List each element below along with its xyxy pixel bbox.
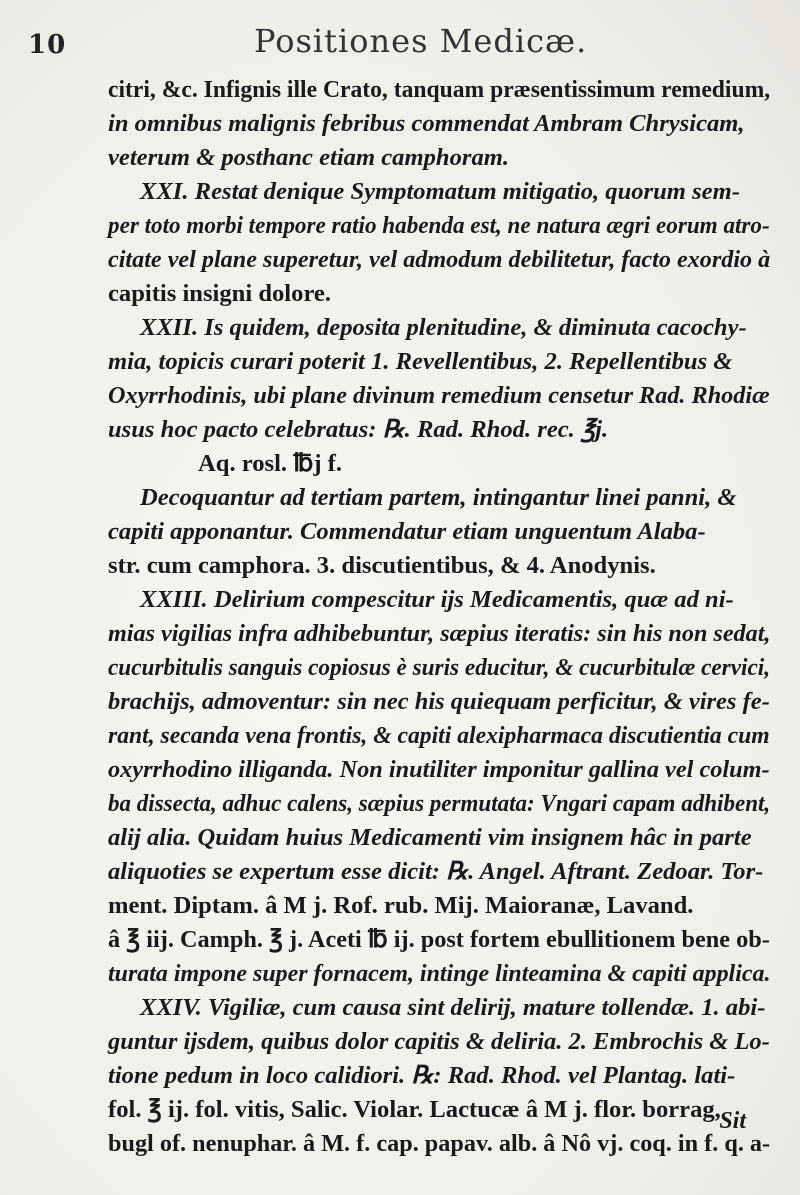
text-line: usus hoc pacto celebratus: ℞. Rad. Rhod. rec. ℥j.: [108, 416, 609, 443]
text-line: XXIII. Delirium compescitur ijs Medicamentis, quæ ad ni-: [140, 586, 734, 613]
text-line: ment. Diptam. â M j. Rof. rub. Mij. Maioranæ, Lavand.: [108, 892, 694, 919]
text-line: cucurbitulis sanguis copiosus è suris educitur, & cucurbitulæ cervici,: [108, 654, 771, 681]
text-line: Decoquantur ad tertiam partem, intingantur linei panni, &: [140, 484, 737, 511]
text-line: guntur ijsdem, quibus dolor capitis & deliria. 2. Embrochis & Lo-: [108, 1028, 770, 1055]
text-line: XXI. Restat denique Symptomatum mitigatio, quorum sem-: [140, 178, 740, 205]
text-line: capitis insigni dolore.: [108, 280, 331, 307]
text-line: rant, secanda vena frontis, & capiti alexipharmaca discutientia cum: [108, 722, 770, 749]
text-line: mias vigilias infra adhibebuntur, sæpius iteratis: sin his non sedat,: [108, 620, 771, 647]
text-line: tione pedum in loco calidiori. ℞: Rad. Rhod. vel Plantag. lati-: [108, 1062, 736, 1089]
text-line: in omnibus malignis febribus commendat Ambram Chrysicam,: [108, 110, 745, 137]
text-line: oxyrrhodino illiganda. Non inutiliter imponitur gallina vel colum-: [108, 756, 770, 783]
text-line: ba dissecta, adhuc calens, sæpius permutata: Vngari capam adhibent,: [108, 790, 771, 817]
text-line: aliquoties se expertum esse dicit: ℞. Angel. Aftrant. Zedoar. Tor-: [108, 858, 764, 885]
text-line: turata impone super fornacem, intinge linteamina & capiti applica.: [108, 960, 771, 987]
text-line: mia, topicis curari poterit 1. Revellentibus, 2. Repellentibus &: [108, 348, 733, 375]
text-line: Aq. rosl. ℔j f.: [198, 450, 342, 477]
text-line: per toto morbi tempore ratio habenda est, ne natura ægri eorum atro-: [108, 212, 770, 239]
text-line: alij alia. Quidam huius Medicamenti vim insignem hâc in parte: [108, 824, 752, 851]
text-line: citate vel plane superetur, vel admodum debilitetur, facto exordio à: [108, 246, 771, 273]
text-line: XXII. Is quidem, deposita plenitudine, & diminuta cacochy-: [140, 314, 747, 341]
text-line: Oxyrrhodinis, ubi plane divinum remedium censetur Rad. Rhodiæ: [108, 382, 770, 409]
page-header: [0, 22, 800, 66]
text-line: â ℥ iij. Camph. ℥ j. Aceti ℔ ij. post fortem ebullitionem bene ob-: [108, 926, 770, 953]
text-line: str. cum camphora. 3. discutientibus, & 4. Anodynis.: [108, 552, 656, 579]
page-number: 10: [28, 30, 67, 60]
text-line: capiti apponantur. Commendatur etiam unguentum Alaba-: [108, 518, 706, 545]
running-head: Positiones Medicæ.: [254, 22, 588, 60]
text-line: fol. ℥ ij. fol. vitis, Salic. Violar. Lactucæ â M j. flor. borrag,: [108, 1096, 721, 1123]
text-line: veterum & posthanc etiam camphoram.: [108, 144, 510, 171]
text-line: citri, &c. Infignis ille Crato, tanquam præsentissimum remedium,: [108, 76, 771, 103]
text-line: brachijs, admoventur: sin nec his quiequam perficitur, & vires fe-: [108, 688, 770, 715]
text-line: XXIV. Vigiliæ, cum causa sint delirij, mature tollendæ. 1. abi-: [140, 994, 766, 1021]
catchword: Sit: [719, 1108, 746, 1134]
text-line: bugl of. nenuphar. â M. f. cap. papav. alb. â Nô vj. coq. in f. q. a-: [108, 1130, 771, 1157]
